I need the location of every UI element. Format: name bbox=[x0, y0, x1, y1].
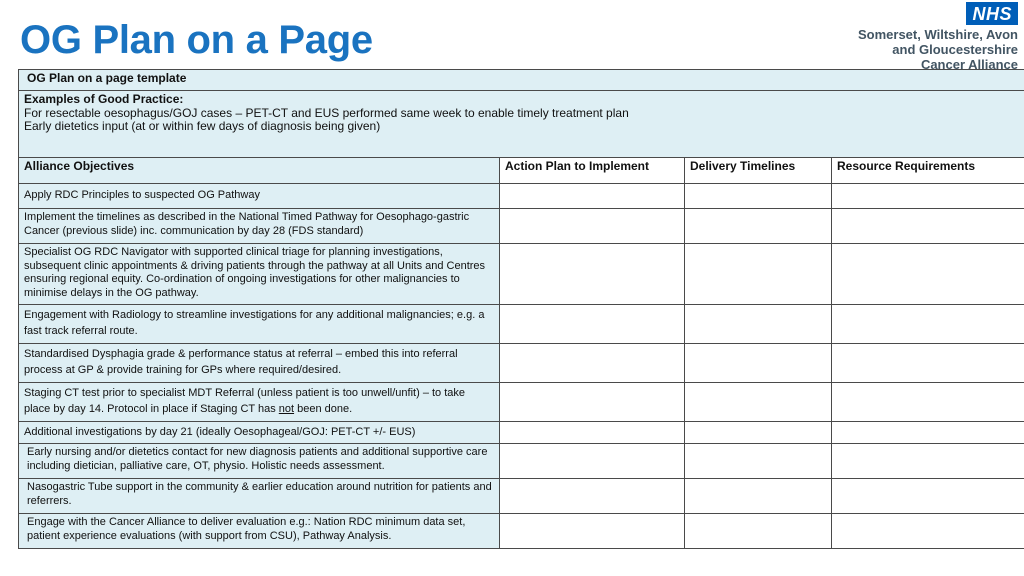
action-cell[interactable] bbox=[500, 184, 685, 209]
column-header-row bbox=[19, 158, 1024, 184]
action-cell[interactable] bbox=[500, 344, 685, 383]
resource-cell[interactable] bbox=[832, 344, 1024, 383]
timeline-cell[interactable] bbox=[685, 479, 832, 514]
action-cell[interactable] bbox=[500, 244, 685, 305]
action-cell[interactable] bbox=[500, 305, 685, 344]
table-row bbox=[19, 383, 1024, 422]
objective-cell: Apply RDC Principles to suspected OG Pathway bbox=[19, 184, 500, 209]
action-cell[interactable] bbox=[500, 514, 685, 549]
staging-text-after: been done. bbox=[294, 403, 353, 415]
timeline-cell[interactable] bbox=[685, 444, 832, 479]
resource-cell[interactable] bbox=[832, 383, 1024, 422]
action-cell[interactable] bbox=[500, 444, 685, 479]
staging-text-underlined: not bbox=[278, 403, 295, 415]
good-practice-row bbox=[19, 91, 1024, 158]
action-cell[interactable] bbox=[500, 209, 685, 244]
objective-cell: Engage with the Cancer Alliance to deliver evaluation e.g.: Nation RDC minimum data set, patient experience evaluations (with support from CSU), Pathway Analysis. bbox=[19, 514, 500, 549]
objective-cell: Nasogastric Tube support in the community & earlier education around nutrition for patients and referrers. bbox=[19, 479, 500, 514]
good-practice-line-2: Early dietetics input (at or within few days of diagnosis being given) bbox=[24, 119, 381, 133]
resource-cell[interactable] bbox=[832, 244, 1024, 305]
template-header-row bbox=[19, 70, 1024, 91]
resource-cell[interactable] bbox=[832, 514, 1024, 549]
action-cell[interactable] bbox=[500, 479, 685, 514]
logo-line-2: and Gloucestershire bbox=[892, 42, 1018, 57]
template-header: OG Plan on a page template bbox=[19, 70, 1024, 91]
page-title: OG Plan on a Page bbox=[20, 18, 373, 62]
objective-cell: Early nursing and/or dietetics contact for new diagnosis patients and additional supportive care including dietician, palliative care, OT, physio. Holistic needs assessment. bbox=[19, 444, 500, 479]
timeline-cell[interactable] bbox=[685, 209, 832, 244]
action-cell[interactable] bbox=[500, 422, 685, 444]
table-row bbox=[19, 344, 1024, 383]
table-row bbox=[19, 479, 1024, 514]
plan-table bbox=[18, 69, 1024, 549]
table-row bbox=[19, 305, 1024, 344]
col-resources-header: Resource Requirements bbox=[832, 158, 1024, 184]
good-practice-line-1: For resectable oesophagus/GOJ cases – PET-CT and EUS performed same week to enable timely treatment plan bbox=[24, 105, 629, 120]
resource-cell[interactable] bbox=[832, 422, 1024, 444]
nhs-badge: NHS bbox=[966, 2, 1018, 25]
objective-cell: Specialist OG RDC Navigator with supported clinical triage for planning investigations, subsequent clinic appointments & driving patients through the pathway at all Units and Centres ensuring regional equity. Co-ordination of ongoing investigations for other malignancies to minimise delays in the OG pathway. bbox=[19, 244, 500, 305]
col-action-header: Action Plan to Implement bbox=[500, 158, 685, 184]
staging-text-before: Staging CT test prior to specialist MDT Referral (unless patient is too unwell/unfit) – to take place by day 14. Protocol in place if Staging CT has bbox=[24, 387, 466, 415]
resource-cell[interactable] bbox=[832, 209, 1024, 244]
logo-line-1: Somerset, Wiltshire, Avon bbox=[857, 27, 1018, 42]
table-row bbox=[19, 184, 1024, 209]
timeline-cell[interactable] bbox=[685, 184, 832, 209]
timeline-cell[interactable] bbox=[685, 422, 832, 444]
table-row bbox=[19, 444, 1024, 479]
good-practice-title: Examples of Good Practice: bbox=[24, 92, 184, 106]
col-objectives-header: Alliance Objectives bbox=[19, 158, 500, 184]
logo-line-3: Cancer Alliance bbox=[920, 57, 1018, 72]
nhs-logo bbox=[848, 2, 1018, 72]
resource-cell[interactable] bbox=[832, 479, 1024, 514]
timeline-cell[interactable] bbox=[685, 305, 832, 344]
resource-cell[interactable] bbox=[832, 444, 1024, 479]
table-row bbox=[19, 244, 1024, 305]
timeline-cell[interactable] bbox=[685, 383, 832, 422]
resource-cell[interactable] bbox=[832, 184, 1024, 209]
objective-cell: Engagement with Radiology to streamline investigations for any additional malignancies; e.g. a fast track referral route. bbox=[19, 305, 500, 344]
resource-cell[interactable] bbox=[832, 305, 1024, 344]
table-row bbox=[19, 422, 1024, 444]
objective-cell: Standardised Dysphagia grade & performance status at referral – embed this into referral process at GP & provide training for GPs where required/desired. bbox=[19, 344, 500, 383]
objective-cell bbox=[19, 383, 500, 422]
objective-cell: Additional investigations by day 21 (ideally Oesophageal/GOJ: PET-CT +/- EUS) bbox=[19, 422, 500, 444]
table-row bbox=[19, 209, 1024, 244]
col-timelines-header: Delivery Timelines bbox=[685, 158, 832, 184]
table-row bbox=[19, 514, 1024, 549]
timeline-cell[interactable] bbox=[685, 344, 832, 383]
action-cell[interactable] bbox=[500, 383, 685, 422]
objective-cell: Implement the timelines as described in the National Timed Pathway for Oesophago-gastric Cancer (previous slide) inc. communication by day 28 (FDS standard) bbox=[19, 209, 500, 244]
timeline-cell[interactable] bbox=[685, 514, 832, 549]
good-practice-cell bbox=[19, 91, 1024, 158]
timeline-cell[interactable] bbox=[685, 244, 832, 305]
